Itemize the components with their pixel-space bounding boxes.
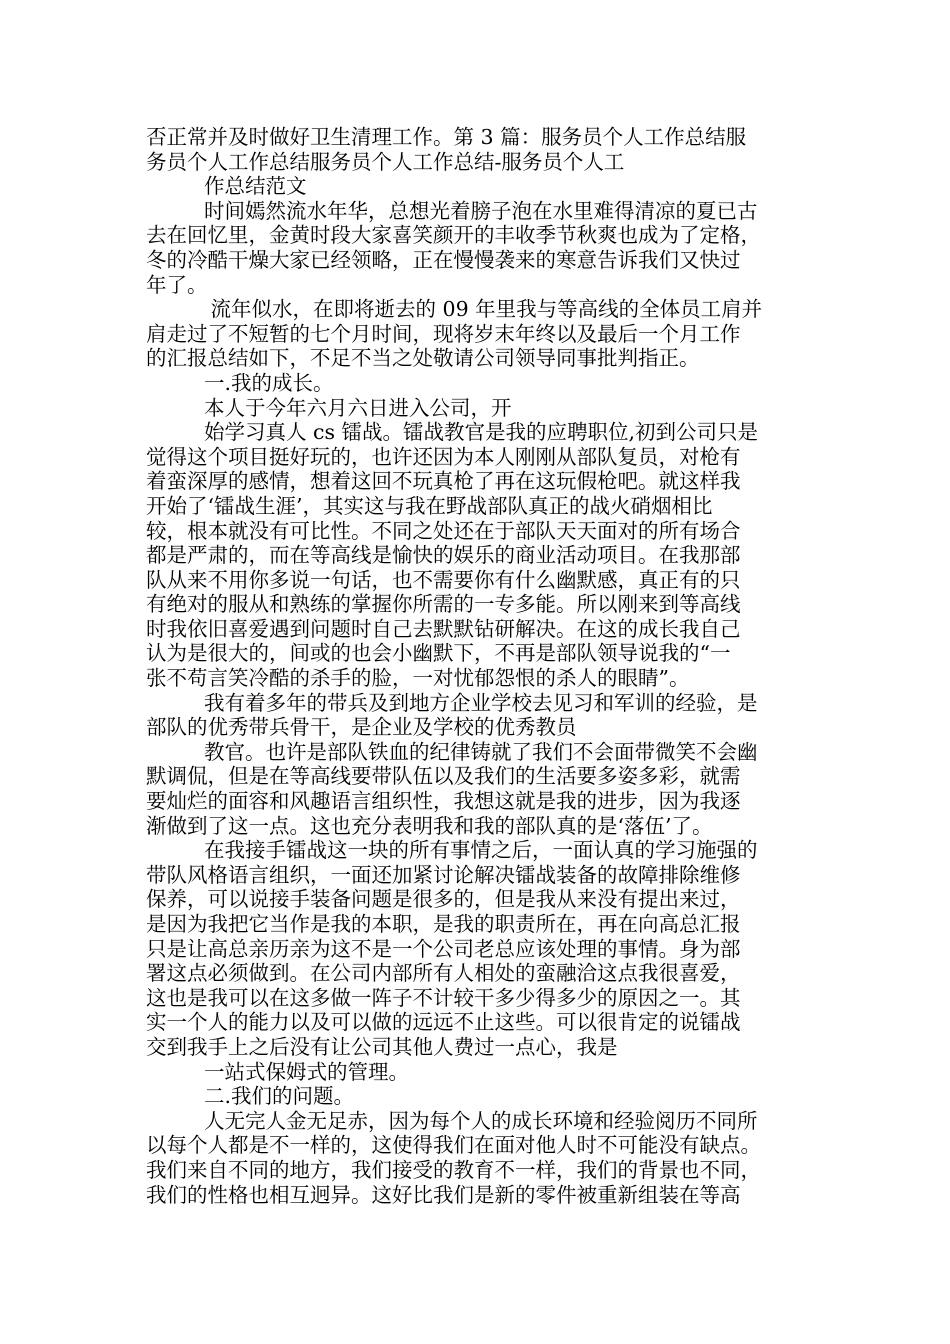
text-line: 都是严肃的，而在等高线是愉快的娱乐的商业活动项目。在我那部 [146, 543, 741, 568]
text-line: 认为是很大的，间或的也会小幽默下，不再是部队领导说我的“一 [146, 641, 731, 666]
text-line: 否正常并及时做好卫生清理工作。第 3 篇：服务员个人工作总结服 [146, 125, 747, 149]
text-line: 实一个人的能力以及可以做的远远不止这些。可以很肯定的说镭战 [146, 1010, 741, 1035]
text-line: 我们的性格也相互迥异。这好比我们是新的零件被重新组装在等高 [146, 1182, 741, 1207]
text-line: 在我接手镭战这一块的所有事情之后，一面认真的学习施强的 [204, 838, 758, 863]
text-line: 教官。也许是部队铁血的纪律铸就了我们不会面带微笑不会幽 [204, 739, 758, 764]
text-line: 交到我手上之后没有让公司其他人费过一点心，我是 [146, 1034, 618, 1059]
text-line: 本人于今年六月六日进入公司，开 [204, 395, 512, 420]
text-line: 冬的冷酷干燥大家已经领略，正在慢慢袭来的寒意告诉我们又快过 [146, 247, 741, 272]
text-line: 一.我的成长。 [204, 370, 334, 395]
text-line: 觉得这个项目挺好玩的，也许还因为本人刚刚从部队复员，对枪有 [146, 444, 741, 469]
text-line: 队从来不用你多说一句话，也不需要你有什么幽默感，真正有的只 [146, 567, 741, 592]
text-line: 二.我们的问题。 [204, 1084, 355, 1109]
text-line: 务员个人工作总结服务员个人工作总结-服务员个人工 [146, 149, 625, 174]
document-page [146, 125, 812, 1207]
text-line: 我们来自不同的地方，我们接受的教育不一样，我们的背景也不同， [146, 1157, 761, 1182]
text-line: 部队的优秀带兵骨干，是企业及学校的优秀教员 [146, 715, 577, 740]
text-line: 渐做到了这一点。这也充分表明我和我的部队真的是‘落伍’了。 [146, 813, 713, 838]
text-line: 以每个人都是不一样的，这使得我们在面对他人时不可能没有缺点。 [146, 1133, 761, 1158]
text-line: 是因为我把它当作是我的本职，是我的职责所在，再在向高总汇报 [146, 912, 741, 936]
text-line: 默调侃，但是在等高线要带队伍以及我们的生活要多姿多彩，就需 [146, 764, 741, 789]
text-line: 着蛮深厚的感情，想着这回不玩真枪了再在这玩假枪吧。就这样我 [146, 469, 741, 494]
text-line: 我有着多年的带兵及到地方企业学校去见习和军训的经验，是 [204, 690, 758, 715]
text-line: 时间嫣然流水年华，总想光着膀子泡在水里难得清凉的夏已古 [204, 198, 758, 223]
text-line: 带队风格语言组织，一面还加紧讨论解决镭战装备的故障排除维修 [146, 862, 741, 887]
text-line: 人无完人金无足赤，因为每个人的成长环境和经验阅历不同所 [204, 1108, 758, 1133]
text-line: 一站式保姆式的管理。 [204, 1059, 409, 1084]
text-line: 有绝对的服从和熟练的掌握你所需的一专多能。所以刚来到等高线 [146, 592, 741, 617]
text-line: 的汇报总结如下，不足不当之处敬请公司领导同事批判指正。 [146, 346, 700, 371]
text-line: 年了。 [146, 272, 208, 297]
text-line: 保养，可以说接手装备问题是很多的，但是我从来没有提出来过， [146, 887, 741, 912]
text-line: 始学习真人 cs 镭战。镭战教官是我的应聘职位,初到公司只是 [204, 420, 759, 445]
text-line: 较，根本就没有可比性。不同之处还在于部队天天面对的所有场合 [146, 518, 741, 543]
text-line: 作总结范文 [204, 174, 307, 199]
text-line: 流年似水，在即将逝去的 09 年里我与等高线的全体员工肩并 [204, 297, 763, 322]
text-line: 署这点必须做到。在公司内部所有人相处的蛮融洽这点我很喜爱， [146, 961, 741, 986]
text-line: 要灿烂的面容和风趣语言组织性，我想这就是我的进步，因为我逐 [146, 789, 741, 814]
text-line: 肩走过了不短暂的七个月时间，现将岁末年终以及最后一个月工作 [146, 321, 741, 346]
text-line: 张不苟言笑冷酷的杀手的脸，一对忧郁怨恨的杀人的眼睛”。 [146, 666, 690, 691]
text-line: 只是让高总亲历亲为这不是一个公司老总应该处理的事情。身为部 [146, 936, 741, 961]
text-line: 这也是我可以在这多做一阵子不计较干多少得多少的原因之一。其 [146, 985, 741, 1010]
text-line: 开始了‘镭战生涯’，其实这与我在野战部队真正的战火硝烟相比 [146, 493, 713, 518]
text-line: 时我依旧喜爱遇到问题时自己去默默钻研解决。在这的成长我自己 [146, 616, 741, 641]
text-line: 去在回忆里，金黄时段大家喜笑颜开的丰收季节秋爽也成为了定格， [146, 223, 761, 248]
